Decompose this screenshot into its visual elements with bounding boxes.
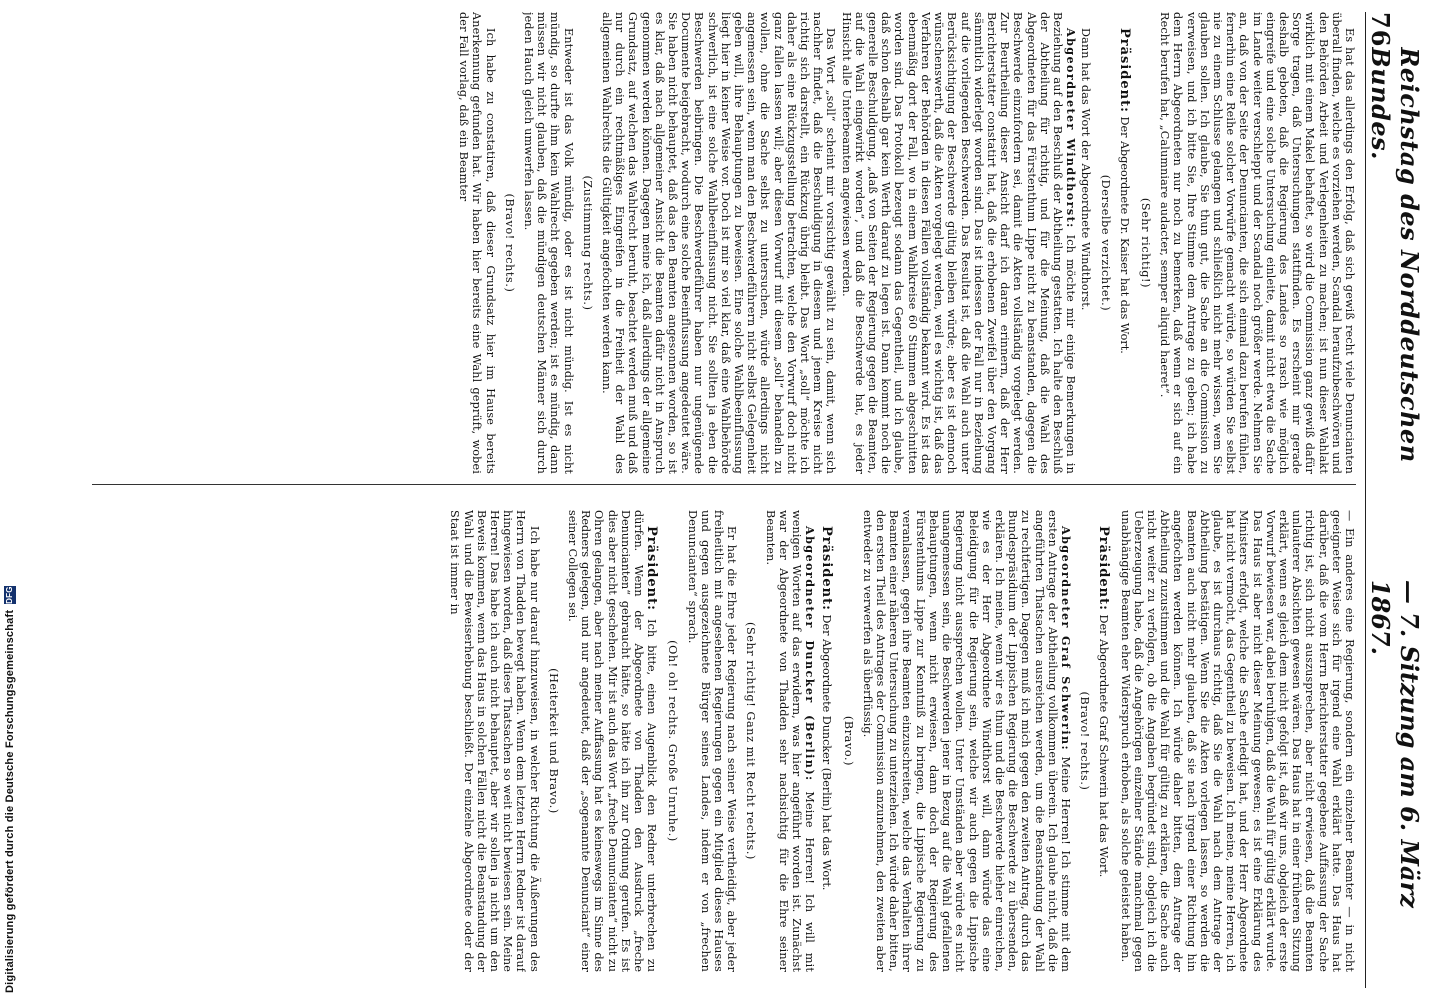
stage-direction: (Bravo.) [841,715,855,767]
stage-direction: (Sehr richtig! Ganz mit Recht rechts.) [744,622,758,860]
speech-paragraph [839,12,1077,474]
stage-direction: (Derselbe verzichtet.) [1098,174,1112,312]
stage-direction: (Sehr richtig!) [1138,197,1152,289]
stage-direction: (Bravo! rechts.) [502,193,516,293]
speech-text: Ich möchte mir einige Bemerkungen in Beziehung auf den Beschluß der Abtheilung gestatten. Ich halte den Beschluß der Abtheilung für richtig, und für die Meinung, daß die Wahl des Abgeordneten für das Fürstenthum Lippe nicht zu beanstanden, dagegen die Beschwerde einzufordern sei, damit die Akten vollständig vorgelegt werden. Zur Beurtheilung dieser Ansicht darf ich daran erinnern, daß der Herr Berichterstatter constatirt hat, daß die erhobenen Zweifel über den Vorgang sämmtlich widerlegt worden sind. Das ist indessen der Fall nur in Beziehung auf die vorliegenden Beschwerden. Das Resultat ist, daß die Wahl auch unter Berücksichtigung der Beschwerde gültig bleiben würde; aber es ist dennoch wünschenswerth, daß die Akten vorgelegt werden, weil es wichtig ist, daß das Verfahren der Behörden in diesen Fällen vollständig bekannt wird. Es ist das ebenmäßig dort der Fall, wo in einem Wahlkreise 60 Stimmen abgeschnitten worden sind. Das Protokoll bezeugt sodann das Gegentheil, und ich glaube, daß schon deshalb gar kein Werth darauf zu legen ist. Dann kommt noch die generelle Beschuldigung, „daß von Seiten der Regierung gegen die Beamten, auf die Wahl eingewirkt worden“, und daß die Beschwerde hat, es jeder Hinsicht alle Unterbeamten angewiesen werden. [839,12,1078,474]
president-remark [1118,12,1131,474]
paragraph: Entweder ist das Volk mündig, oder es ist nicht mündig. Ist es nicht mündig, so durfte ihm kein Wahlrecht gegeben werden; ist es mündig, dann müssen wir nicht glauben, daß die mündigen deutschen Männer sich durch jeden Hauch gleich umwerfen lassen. [522,12,575,474]
speech-text: Meine Herren! Ich will mit wenigen Worten auf das erwidern, was hier angeführt worden ist. Zunächst war der Abgeordnete von Thadden sehr nachsichtig für die Ehre seiner Beamten. [763,510,817,972]
speech-paragraph [763,510,816,972]
running-header [1365,12,1424,988]
column-divider [92,484,1356,485]
paragraph: Dann hat das Wort der Abgeordnete Windthorst. [1079,28,1093,311]
speaker-label: Präsident: [1116,28,1132,113]
paragraph: Ich habe nur darauf hinzuweisen, in welcher Richtung die Äußerungen des Herrn von Thadden bewegt haben. Wenn dem letzten Herrn Redner ist darauf hingewiesen worden, daß diese Thatsachen so weit nicht bewiesen sein. Meine Herren! Das habe ich auch nicht behauptet, aber wir sollen ja nicht um den Beweis kommen, wenn das Haus in solchen Fällen nicht die Beanstandung der Wahl und die Beweiserhebung beschließt. Der einzelne Abgeordnete oder der Staat ist immer in [448,510,541,972]
president-remark [820,510,833,972]
speech-text: Meine Herren! Ich stimme mit dem ersten Antrage der Abtheilung vollkommen überein. Ich glaube nicht, daß die angeführten Thatsachen ausreichen werden, um die Beanstandung der Wahl zu rechtfertigen. Dagegen muß ich mich gegen den zweiten Antrag, durch das Bundespräsidium der Lippischen Regierung die Beschwerde zu übersenden, erklären. Ich meine, wenn wir es thun und die Beschwerde hieher einreichen, wie es der Herr Abgeordnete Windthorst will, dann würde das eine Beleidigung für die Regierung sein, welche wir auch gegen die Lippische Regierung nicht aussprechen wollen. Unter Umständen aber würde es nicht unangemessen sein, die Beschwerden jener in Bezug auf die Wahl gefallenen Behauptungen, wenn nicht erwiesen, dann doch der Regierung des Fürstenthums Lippe zur Kenntniß zu bringen, die Lippische Regierung zu veranlassen, gegen ihre Beamten einzuschreiten, welche das Verhalten ihrer Beamten einer näheren Untersuchung zu unterziehen. Ich würde daher bitten, den ersten Theil des Antrages der Commission anzunehmen, den zweiten aber entweder zu verwerfen als überflüssig. [860,510,1072,972]
paragraph: Er hat die Ehre jeder Regierung nach seiner Weise vertheidigt, aber jeder freiheitlich mit angesehenen Regierungen gegen ein Mitglied dieses Hauses und gegen ausgezeichnete Bürger seines Landes, indem er von „frechen Denuncianten“ sprach. [685,510,739,972]
rotated-document-page [72,0,1424,1000]
left-text-column [92,12,1356,474]
speaker-label: Präsident: [644,526,660,611]
speaker-label: Abgeordneter Graf Schwerin: [1058,526,1073,752]
credit-text: Digitalisierung gefördert durch die Deutsche Forschungsgemeinschaft [4,609,16,993]
speaker-label: Abgeordneter Duncker (Berlin): [803,526,818,782]
paragraph: Das Wort „soll“ scheint mir vorsichtig gewählt zu sein, damit, wenn sich nachher findet, daß die Beschuldigung in diesem und jenem Kreise nicht richtig sich darstellt, ein Rückzug übrig bleibt. Das Wort „soll“ möchte ich daher als eine Rückzugsstellung betrachten, welche den Vorwurf doch nicht ganz fallen lassen will; aber diesen Vorwurf mit diesem „soll“ behandeln zu wollen, ohne die Sache selbst zu untersuchen, würde allerdings nicht angemessen sein, wenn man den Beschwerdeführern nicht selbst Gelegenheit geben will, ihre Behauptungen zu beweisen. Eine solche Wahlbeeinflussung liegt hier in keiner Weise vor. Doch ist mir so viel klar, daß eine Wahlbehörde schwerlich, ist eine solche Wahlbeeinflussung nicht. Sie sollten ja eben die Beschwerden beibringen. Die Beschwerdeführer haben nur ungenügende Documente beigebracht, wodurch eine solche Beeinflussung angedeutet wäre. Sie haben nicht behauptet, daß das den Beamten angesonnen worden, so ist es klar, daß nach allgemeiner Ansicht die Beamten dafür nicht in Anspruch genommen werden können. Dagegen meine ich, daß allerdings der allgemeine Grundsatz, auf welchen das Wahlrecht beruht, beachtet werden muß und daß nur durch ein rechtmäßiges Eingreifen in die Freiheit der Wahl des allgemeinen Wahlrechts die Gültigkeit angefochten werden kann. [600,12,838,474]
paragraph: Ich habe zu constatiren, daß dieser Grundsatz hier im Hause bereits Anerkennung gefunden hat. Wir haben hier bereits eine Wahl geprüft, wobei der Fall vorlag, daß ein Beamter [457,12,497,474]
stage-direction: (Oh! oh! rechts. Große Unruhe.) [666,640,680,842]
digitization-credit [2,586,18,996]
speaker-label: Präsident: [819,526,835,611]
remark-text: Ich bitte, einen Augenblick den Redner unterbrechen zu dürfen. Wenn der Abgeordnete von Thadden den Ausdruck „freche Denuncianten“ gebraucht hätte, so hätte ich ihn zur Ordnung gerufen. Es ist dies aber nicht geschehen. Mir ist auch das Wort „freche Denuncianten“ nicht zu Ohren gelangen, aber nach meiner Auffassung hat es keineswegs im Sinne des Redners gelegen, und nur angedeutet, daß der „sogenannte Denunciant“ einer seiner Collegen sei. [566,510,659,972]
remark-text: Der Abgeordnete Duncker (Berlin) hat das Wort. [820,614,834,891]
dfg-logo: DFG [5,586,14,604]
stage-direction: (Heiterkeit und Bravo.) [546,668,560,814]
paragraph: — Ein anderes eine Regierung, sondern ein einzelner Beamter — in nicht geeigneter Weise sich für irgend eine Wahl erklärt hatte. Das Haus hat darüber, daß die vom Herrn Berichterstatter gegebene Auffassung der Sache richtig ist, sich nicht auszusprechen, aber nicht erwiesen, daß die Beamten unlauterer Absichten gewesen wären. Das Haus hat in einer früheren Sitzung erklärt, wenn es gleich dem nicht gefolgt ist, daß wir uns, obgleich der erste Vorwurf bewiesen war, dabei beruhigen, daß die Wahl für gültig erklärt wurde. Das Haus ist aber nicht dieser Meinung gewesen; es ist eine Erklärung des Ministers erfolgt, welche die Sache erledigt hat, und der Herr Abgeordnete hat nicht vermocht, das Gegentheil zu beweisen. Ich meine, meine Herren, ich glaube, es ist durchaus richtig, daß Sie die Wahl nach dem Antrage der Abtheilung bestätigen. Wenn Sie die Akten vorlegen lassen, so werden die Beamten auch nicht mehr glauben, daß sie nach irgend einer Richtung hin angefochten werden können. Ich würde daher bitten, dem Antrage der Abtheilung zuzustimmen und die Wahl für gültig zu erklären, die Sache auch nicht weiter zu verfolgen, ob die Angaben begründet sind, obgleich ich die Ueberzeugung habe, daß die Angehörigen einzelner Stände manchmal gegen unabhängige Beamten eher Widerspruch erhoben, als solche geleistet haben. [1118,510,1356,972]
remark-text: Der Abgeordnete Graf Schwerin hat das Wort. [1097,614,1111,878]
session-date-title: — 7. Sitzung am 6. März 1867. [1366,579,1424,908]
stage-direction: (Zustimmung rechts.) [580,175,594,311]
president-remark [566,510,658,972]
credit-line [3,586,17,993]
speech-paragraph [861,510,1072,972]
speaker-label: Präsident: [1096,526,1112,611]
president-remark [1097,510,1110,972]
page-number: 76 [1366,12,1395,48]
paragraph: Es hat das allerdings den Erfolg, daß sich gewiß recht viele Denuncianten überall finden, welche es vorziehen werden, Scandal heraufzubeschwören und den Behörden Arbeit und Verlegenheiten zu machen; ist nun dieser Wahlakt wirklich mit einem Makel behaftet, so wird die Commission ganz gewiß dafür Sorge tragen, daß Untersuchungen stattfinden. Es erscheint mir gerade deshalb geboten, daß die Regierung des Landes so rasch wie möglich eingreife und eine solche Untersuchung einleite, damit nicht etwa die Sache im Lande weiter verschleppt und der Scandal noch größer werde. Nehmen Sie an, daß von der Seite der Denuncianten, die sich einmal dazu berufen fühlen, fernerhin eine Reihe solcher Vorwürfe gemacht würde, so würden Sie selbst nie zu einem Schlusse gelangen und schließlich nicht mehr wissen, wem Sie glauben sollen. Ich glaube, Sie thun gut, die Sache an die Commission zu verweisen, und ich bitte Sie, Ihre Stimme dem Antrage zu geben; ich habe dem Herrn Abgeordneten nur noch zu bemerken, daß wenn er sich auf ein Recht berufen hat, „Calumniare audacter, semper aliquid haeret“. [1158,12,1356,474]
remark-text: Der Abgeordnete Dr. Kaiser hat das Wort. [1117,116,1131,354]
header-title: Reichstag des Norddeutschen Bundes. [1366,47,1424,463]
right-text-column [92,510,1356,972]
stage-direction: (Bravo! rechts.) [1078,691,1092,791]
speaker-label: Abgeordneter Windthorst: [1064,28,1079,229]
